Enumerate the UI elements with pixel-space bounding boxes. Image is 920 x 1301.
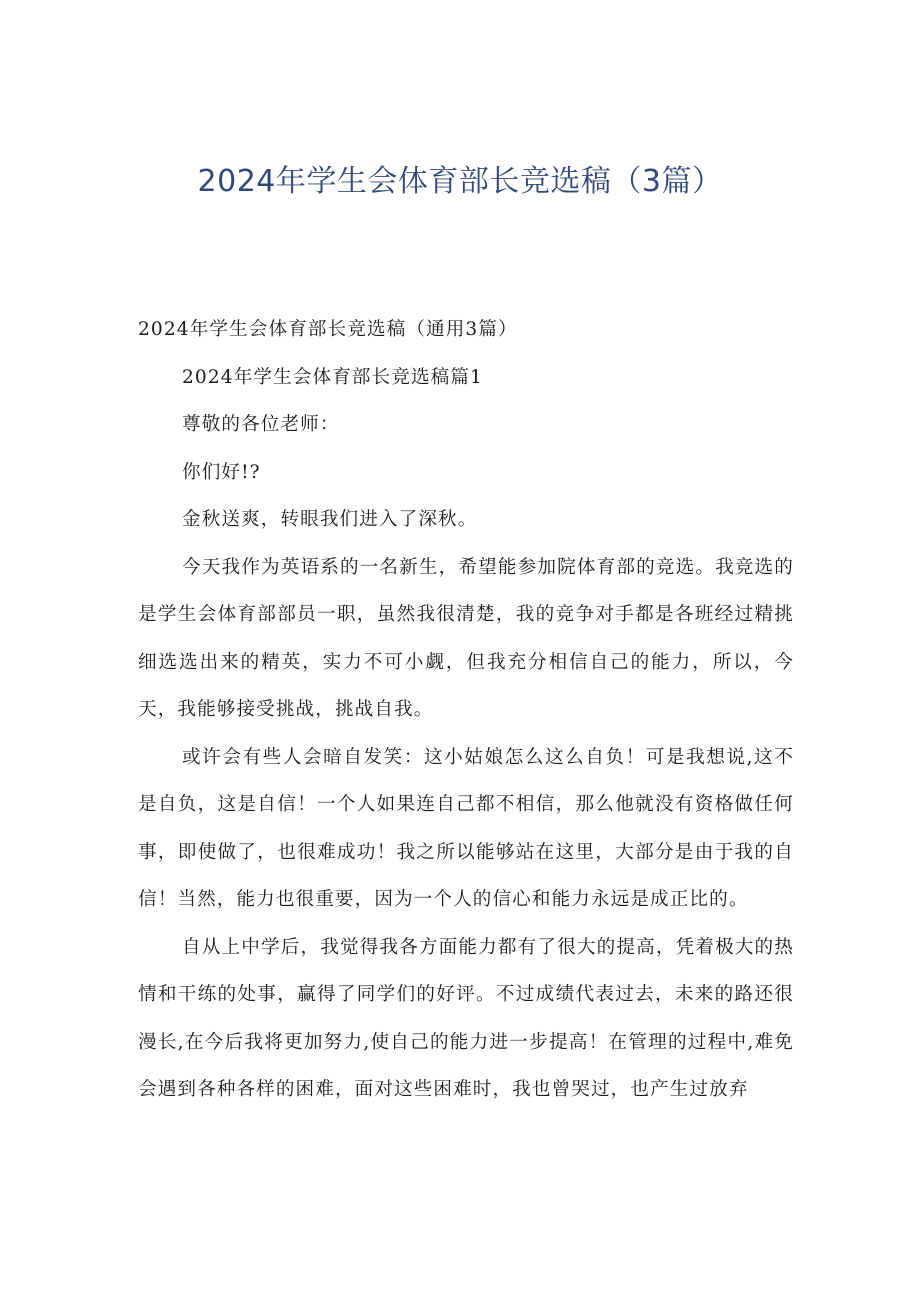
document-body — [138, 306, 794, 1114]
document-title: 2024年学生会体育部长竞选稿（3篇） — [197, 164, 723, 199]
subtitle-paragraph: 2024年学生会体育部长竞选稿（通用3篇） — [138, 319, 518, 340]
body-paragraph: 自从上中学后，我觉得我各方面能力都有了很大的提高，凭着极大的热情和干练的处事，赢得了同学们的好评。不过成绩代表过去，未来的路还很漫长,在今后我将更加努力,使自己的能力进一步提高！在管理的过程中,难免会遇到各种各样的困难，面对这些困难时，我也曾哭过，也产生过放弃 — [138, 936, 794, 1100]
salutation-paragraph: 尊敬的各位老师： — [182, 414, 340, 435]
section-heading: 2024年学生会体育部长竞选稿篇1 — [182, 366, 483, 388]
body-paragraph: 金秋送爽，转眼我们进入了深秋。 — [182, 509, 478, 530]
greeting-paragraph: 你们好!? — [182, 461, 261, 483]
body-paragraph: 今天我作为英语系的一名新生，希望能参加院体育部的竞选。我竞选的是学生会体育部部员一职，虽然我很清楚，我的竞争对手都是各班经过精挑细选选出来的精英，实力不可小觑，但我充分相信自己的能力，所以，今天，我能够接受挑战，挑战自我。 — [138, 556, 794, 720]
body-paragraph: 或许会有些人会暗自发笑：这小姑娘怎么这么自负！可是我想说,这不是自负，这是自信！一个人如果连自己都不相信，那么他就没有资格做任何事，即使做了，也很难成功！我之所以能够站在这里，大部分是由于我的自信！当然，能力也很重要，因为一个人的信心和能力永远是成正比的。 — [138, 746, 794, 910]
